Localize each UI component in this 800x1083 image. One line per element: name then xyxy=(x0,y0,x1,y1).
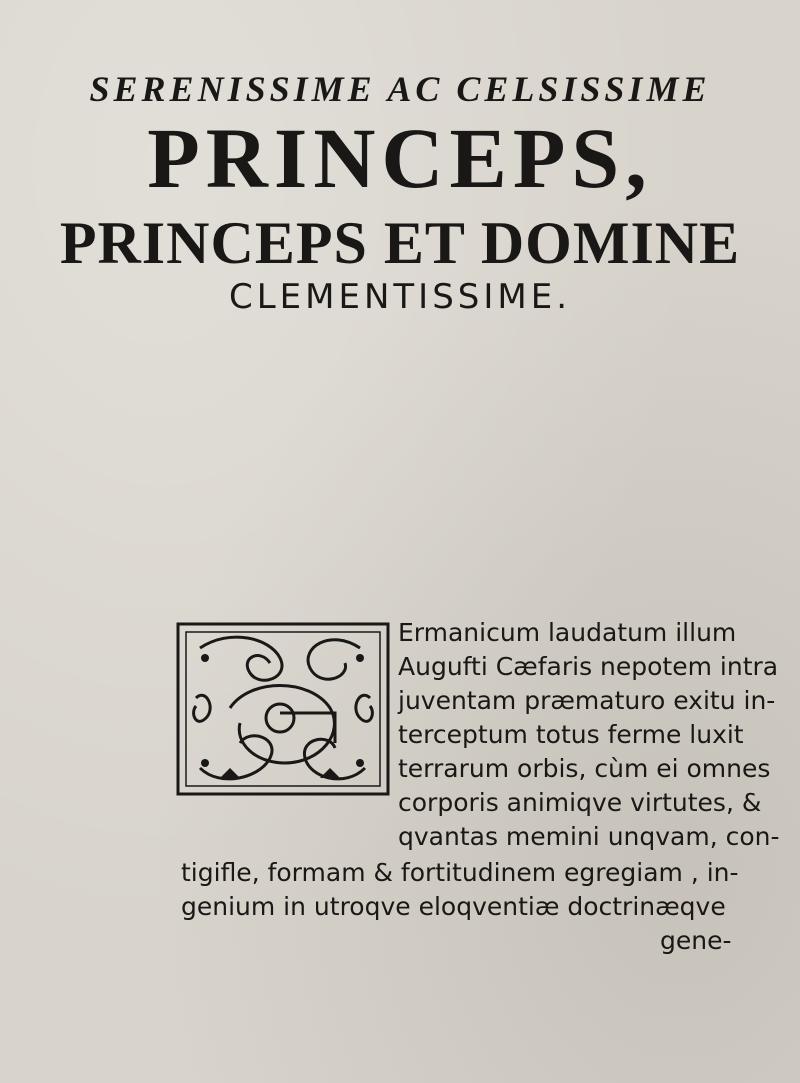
text-line-5: terrarum orbis, cùm ei omnes xyxy=(398,754,771,783)
text-line-2: Augufti Cæfaris nepotem intra xyxy=(398,652,779,681)
salutation-line-2: PRINCEPS, xyxy=(147,110,653,206)
text-line-8: tigifle, formam & fortitudinem egregiam , in- xyxy=(181,858,739,887)
text-line-1: Ermanicum laudatum illum xyxy=(398,618,737,647)
text-line-3: juventam præmaturo exitu in- xyxy=(398,686,776,715)
salutation-line-4: CLEMENTISSIME. xyxy=(228,277,572,317)
text-line-4: terceptum totus ferme luxit xyxy=(398,720,744,749)
salutation-line-3: PRINCEPS ET DOMINE xyxy=(59,210,741,276)
decorated-initial-g xyxy=(160,618,392,798)
text-line-9: genium in utroqve eloqventiæ doctrinæqve xyxy=(181,892,726,921)
ornamental-initial-icon xyxy=(160,618,392,798)
text-line-6: corporis animiqve virtutes, & xyxy=(398,788,762,817)
salutation-line-1: SERENISSIME AC CELSISSIME xyxy=(89,69,711,109)
text-line-7: qvantas memini unqvam, con- xyxy=(398,822,780,851)
catchword: gene- xyxy=(660,926,732,955)
